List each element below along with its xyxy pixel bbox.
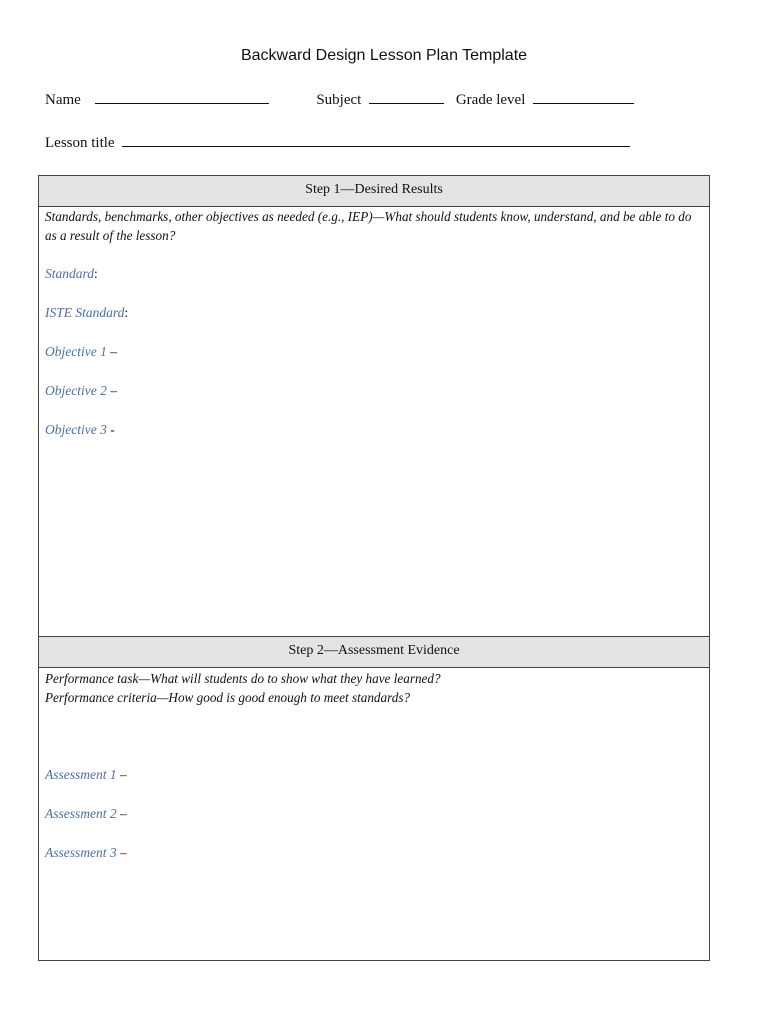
grade-level-field[interactable] bbox=[533, 91, 634, 104]
step1-header: Step 1—Desired Results bbox=[39, 176, 709, 207]
objective-2-item[interactable] bbox=[45, 383, 117, 399]
assessment-1-suffix: – bbox=[116, 767, 127, 782]
iste-standard-suffix: : bbox=[124, 305, 129, 320]
assessment-1-label: Assessment 1 bbox=[45, 767, 117, 782]
name-field[interactable] bbox=[95, 91, 269, 104]
objective-2-suffix: – bbox=[106, 383, 117, 398]
objective-3-item[interactable] bbox=[45, 422, 115, 438]
assessment-2-label: Assessment 2 bbox=[45, 806, 117, 821]
objective-1-item[interactable] bbox=[45, 344, 117, 360]
assessment-3-item[interactable] bbox=[45, 845, 127, 861]
standard-item[interactable] bbox=[45, 266, 98, 282]
standard-label: Standard bbox=[45, 266, 95, 281]
step2-prompt-performance-task: Performance task—What will students do to show what they have learned? bbox=[45, 671, 441, 686]
objective-1-suffix: – bbox=[106, 344, 117, 359]
page-title: Backward Design Lesson Plan Template bbox=[240, 47, 528, 64]
lesson-title-row bbox=[45, 134, 630, 152]
lesson-plan-table bbox=[38, 175, 710, 961]
iste-standard-item[interactable] bbox=[45, 305, 128, 321]
objective-1-label: Objective 1 bbox=[45, 344, 107, 359]
iste-standard-label: ISTE Standard bbox=[45, 305, 125, 320]
step2-prompt-performance-criteria: Performance criteria—How good is good enough to meet standards? bbox=[45, 690, 411, 705]
standard-suffix: : bbox=[94, 266, 98, 281]
assessment-2-suffix: – bbox=[116, 806, 127, 821]
grade-level-label: Grade level bbox=[455, 92, 526, 108]
subject-label: Subject bbox=[316, 92, 362, 108]
objective-2-label: Objective 2 bbox=[45, 383, 107, 398]
assessment-1-item[interactable] bbox=[45, 767, 127, 783]
step2-header: Step 2—Assessment Evidence bbox=[39, 636, 709, 668]
step1-prompt: Standards, benchmarks, other objectives as needed (e.g., IEP)—What should students know, understand, and be able to do as a result of the lesson? bbox=[45, 209, 692, 243]
objective-3-label: Objective 3 bbox=[45, 422, 107, 437]
assessment-2-item[interactable] bbox=[45, 806, 127, 822]
objective-3-suffix: - bbox=[106, 422, 115, 437]
lesson-title-field[interactable] bbox=[122, 134, 630, 147]
assessment-3-suffix: – bbox=[116, 845, 127, 860]
lesson-title-label: Lesson title bbox=[45, 135, 115, 151]
assessment-3-label: Assessment 3 bbox=[45, 845, 117, 860]
subject-field[interactable] bbox=[369, 91, 444, 104]
name-label: Name bbox=[45, 92, 81, 108]
name-subject-grade-row bbox=[45, 91, 634, 109]
